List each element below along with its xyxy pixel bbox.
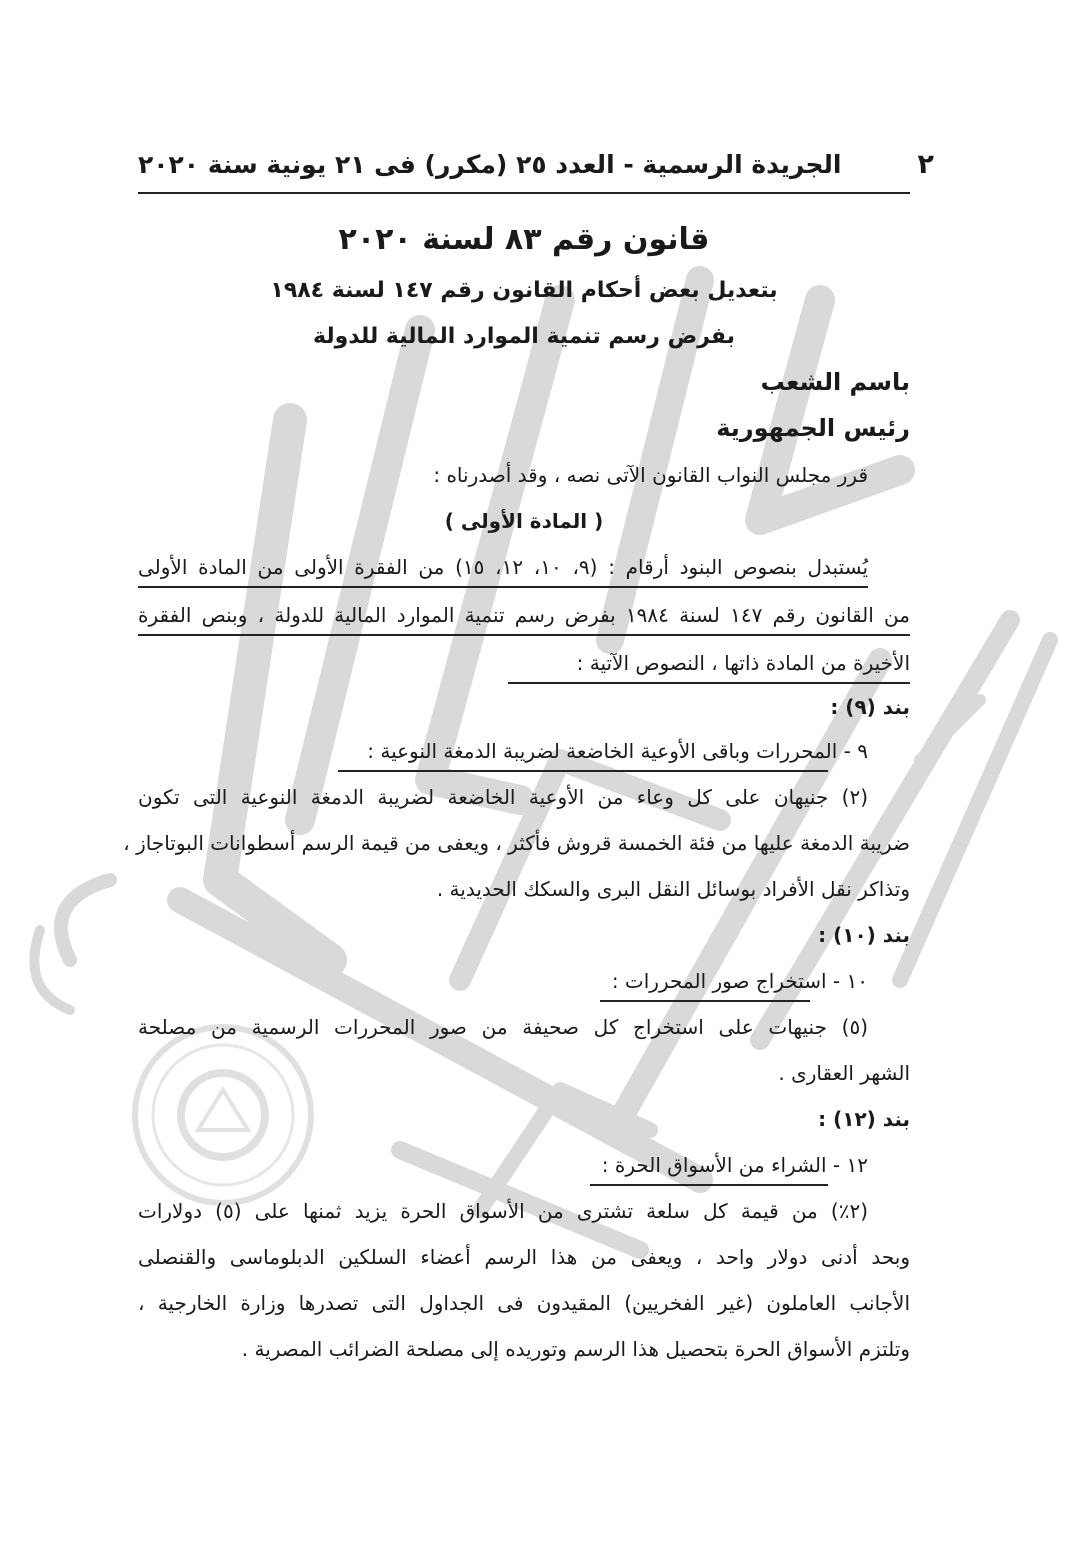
item-9-line: (٢) جنيهان على كل وعاء من الأوعية الخاضعة لضريبة الدمغة النوعية التى تكون xyxy=(138,785,868,809)
item-10-label: بند (١٠) : xyxy=(818,923,910,947)
item-12-line: الأجانب العاملون (غير الفخريين) المقيدون فى الجداول التى تصدرها وزارة الخارجية ، xyxy=(138,1291,910,1315)
item-10-line: الشهر العقارى . xyxy=(778,1061,910,1085)
underline xyxy=(600,1000,810,1002)
header-rule xyxy=(138,192,910,194)
page-number: ٢ xyxy=(917,148,934,180)
item-12-line: (٢٪) من قيمة كل سلعة تشترى من الأسواق الحرة يزيد ثمنها على (٥) دولارات xyxy=(138,1199,868,1223)
president-heading: رئيس الجمهورية xyxy=(716,414,910,442)
gazette-issue: الجريدة الرسمية - العدد ٢٥ (مكرر) فى ٢١ يونية سنة ٢٠٢٠ xyxy=(138,149,842,179)
item-12-line: وبحد أدنى دولار واحد ، ويعفى من هذا الرسم أعضاء السلكين الدبلوماسى والقنصلى xyxy=(138,1245,910,1269)
item-9-label: بند (٩) : xyxy=(830,695,910,719)
item-9-heading: ٩ - المحررات وباقى الأوعية الخاضعة لضريبة الدمغة النوعية : xyxy=(367,739,868,763)
item-10-heading: ١٠ - استخراج صور المحررات : xyxy=(611,969,868,993)
underline xyxy=(590,1184,828,1186)
underline xyxy=(508,682,910,684)
underline xyxy=(338,770,828,772)
article-1-line: الأخيرة من المادة ذاتها ، النصوص الآتية : xyxy=(576,651,910,675)
in-name-of-people: باسم الشعب xyxy=(760,368,910,396)
law-subtitle-2: بفرض رسم تنمية الموارد المالية للدولة xyxy=(313,324,735,349)
underline xyxy=(138,634,910,636)
item-10-line: (٥) جنيهات على استخراج كل صحيفة من صور المحررات الرسمية من مصلحة xyxy=(138,1015,868,1039)
law-subtitle: بتعديل بعض أحكام القانون رقم ١٤٧ لسنة ١٩٨٤ xyxy=(270,278,778,303)
item-9-line: ضريبة الدمغة عليها من فئة الخمسة قروش فأكثر ، ويعفى من قيمة الرسم أسطوانات البوتاجاز ، xyxy=(123,831,910,855)
page-header xyxy=(138,140,934,188)
item-9-line: وتذاكر نقل الأفراد بوسائل النقل البرى والسكك الحديدية . xyxy=(436,877,910,901)
item-12-heading: ١٢ - الشراء من الأسواق الحرة : xyxy=(601,1153,868,1177)
underline xyxy=(138,586,868,588)
preamble: قرر مجلس النواب القانون الآتى نصه ، وقد أصدرناه : xyxy=(433,463,868,487)
article-1-line: من القانون رقم ١٤٧ لسنة ١٩٨٤ بفرض رسم تنمية الموارد المالية للدولة ، وبنص الفقرة xyxy=(138,603,910,627)
item-12-label: بند (١٢) : xyxy=(818,1107,910,1131)
law-title: قانون رقم ٨٣ لسنة ٢٠٢٠ xyxy=(338,222,710,257)
article-1-line: يُستبدل بنصوص البنود أرقام : (٩، ١٠، ١٢، ١٥) من الفقرة الأولى من المادة الأولى xyxy=(138,555,869,579)
item-12-line: وتلتزم الأسواق الحرة بتحصيل هذا الرسم وتوريده إلى مصلحة الضرائب المصرية . xyxy=(241,1337,910,1361)
article-1-heading: ( المادة الأولى ) xyxy=(444,509,604,533)
